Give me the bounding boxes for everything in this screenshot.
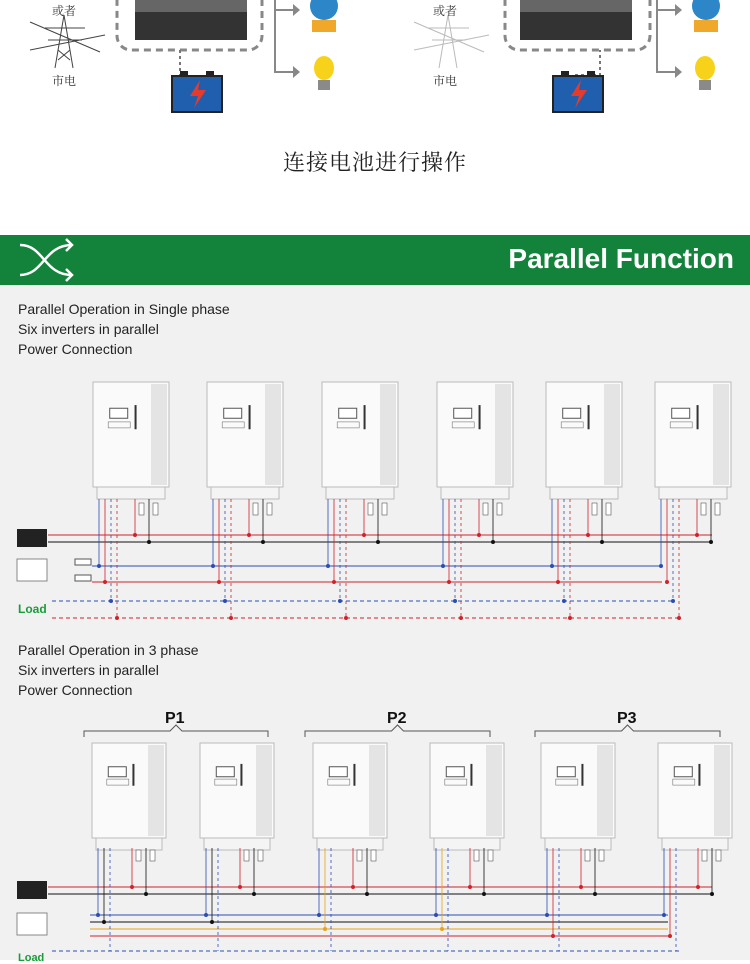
power-tower-icon [414, 15, 489, 68]
inverter-bottom-cover [550, 487, 618, 499]
junction-dot [551, 934, 555, 938]
junction-dot [351, 885, 355, 889]
dc-breaker-icon [715, 503, 720, 515]
inverter-display [110, 408, 128, 418]
inverter-body [520, 0, 632, 12]
utility-tower-icon [17, 913, 47, 935]
left-inverter-group [30, 0, 338, 112]
or-label: 或者 [433, 4, 458, 18]
crossing-arrows-icon [14, 235, 84, 285]
junction-dot [217, 580, 221, 584]
junction-dot [550, 564, 554, 568]
inverter-side-panel [604, 384, 620, 485]
battery-operation-diagram [0, 0, 750, 235]
junction-dot [109, 599, 113, 603]
or-label: 或者 [52, 4, 77, 18]
junction-dot [491, 540, 495, 544]
dc-breaker-icon [592, 503, 597, 515]
junction-dot [671, 599, 675, 603]
junction-dot [600, 540, 604, 544]
junction-dot [323, 927, 327, 931]
junction-dot [482, 892, 486, 896]
inverter-bottom-cover [204, 838, 270, 850]
phase-group-label: P1 [165, 710, 185, 727]
junction-dot [468, 885, 472, 889]
junction-dot [344, 616, 348, 620]
power-tower-icon [30, 15, 105, 68]
dc-breaker-icon [258, 850, 263, 861]
section-banner [0, 235, 750, 285]
junction-dot [211, 564, 215, 568]
inverter-bottom-cover [434, 838, 500, 850]
inverter-bottom-cover [662, 838, 728, 850]
inverter-display [216, 767, 234, 777]
inverter-side-panel [597, 745, 613, 836]
three-phase-line: Six inverters in parallel [18, 662, 159, 678]
grid-label: 市电 [52, 74, 77, 88]
junction-dot [710, 892, 714, 896]
junction-dot [579, 885, 583, 889]
junction-dot [252, 892, 256, 896]
three-phase-line: Power Connection [18, 682, 133, 698]
junction-dot [247, 533, 251, 537]
top-section [0, 0, 750, 235]
dc-breaker-icon [474, 850, 479, 861]
inverter-display [108, 767, 126, 777]
junction-dot [593, 892, 597, 896]
junction-dot [695, 533, 699, 537]
inverter-bottom-cover [97, 487, 165, 499]
junction-dot [477, 533, 481, 537]
junction-dot [102, 920, 106, 924]
inverter-display [329, 767, 347, 777]
dc-breaker-icon [244, 850, 249, 861]
junction-dot [668, 934, 672, 938]
junction-dot [376, 540, 380, 544]
phase-group-label: P2 [387, 710, 407, 727]
junction-dot [545, 913, 549, 917]
battery-box-icon [17, 529, 47, 547]
junction-dot [210, 920, 214, 924]
inverter-bottom-cover [441, 487, 509, 499]
junction-dot [332, 580, 336, 584]
inverter-bottom-cover [326, 487, 394, 499]
junction-dot [662, 913, 666, 917]
dc-breaker-icon [483, 503, 488, 515]
inverter-bottom-cover [317, 838, 383, 850]
dc-breaker-icon [488, 850, 493, 861]
dc-breaker-icon [585, 850, 590, 861]
inverter-bottom-cover [211, 487, 279, 499]
junction-dot [204, 913, 208, 917]
dc-breaker-icon [153, 503, 158, 515]
junction-dot [440, 927, 444, 931]
inverter-side-panel [151, 384, 167, 485]
phase-group-label: P3 [617, 710, 637, 727]
junction-dot [586, 533, 590, 537]
inverter-side-panel [713, 384, 729, 485]
junction-dot [659, 564, 663, 568]
dc-breaker-icon [357, 850, 362, 861]
junction-dot [365, 892, 369, 896]
junction-dot [459, 616, 463, 620]
dc-breaker-icon [267, 503, 272, 515]
inverter-display [557, 767, 575, 777]
inverter-display [674, 767, 692, 777]
junction-dot [103, 580, 107, 584]
fan-icon [692, 0, 720, 20]
dc-breaker-icon [701, 503, 706, 515]
dc-breaker-icon [139, 503, 144, 515]
single-phase-line: Power Connection [18, 341, 133, 357]
junction-dot [223, 599, 227, 603]
junction-dot [338, 599, 342, 603]
right-inverter-group [414, 0, 720, 112]
utility-tower-icon [17, 559, 47, 581]
bulb-icon [695, 56, 715, 80]
dc-breaker-icon [599, 850, 604, 861]
dc-breaker-icon [150, 850, 155, 861]
junction-dot [326, 564, 330, 568]
inverter-side-panel [495, 384, 511, 485]
junction-dot [115, 616, 119, 620]
junction-dot [696, 885, 700, 889]
junction-dot [97, 564, 101, 568]
inverter-bottom-cover [659, 487, 727, 499]
junction-dot [317, 913, 321, 917]
inverter-side-panel [256, 745, 272, 836]
inverter-bottom-cover [96, 838, 162, 850]
fan-icon [310, 0, 338, 20]
inverter-side-panel [714, 745, 730, 836]
inverter-body [135, 0, 247, 12]
dc-breaker-icon [136, 850, 141, 861]
junction-dot [562, 599, 566, 603]
banner-title: Parallel Function [508, 243, 734, 274]
junction-dot [96, 913, 100, 917]
junction-dot [556, 580, 560, 584]
junction-dot [434, 913, 438, 917]
dc-breaker-icon [497, 503, 502, 515]
load-label: Load [18, 952, 45, 964]
load-label: Load [18, 602, 47, 616]
breaker-icon [75, 559, 91, 565]
junction-dot [147, 540, 151, 544]
dc-breaker-icon [716, 850, 721, 861]
junction-dot [568, 616, 572, 620]
junction-dot [453, 599, 457, 603]
inverter-display [672, 408, 690, 418]
inverter-display [454, 408, 472, 418]
junction-dot [362, 533, 366, 537]
junction-dot [133, 533, 137, 537]
junction-dot [261, 540, 265, 544]
dc-breaker-icon [253, 503, 258, 515]
junction-dot [130, 885, 134, 889]
inverter-side-panel [265, 384, 281, 485]
inverter-display [339, 408, 357, 418]
battery-operation-caption: 连接电池进行操作 [282, 150, 467, 175]
junction-dot [238, 885, 242, 889]
battery-box-icon [17, 881, 47, 899]
bulb-icon [314, 56, 334, 80]
junction-dot [229, 616, 233, 620]
inverter-side-panel [369, 745, 385, 836]
inverter-display [563, 408, 581, 418]
junction-dot [441, 564, 445, 568]
three-phase-line: Parallel Operation in 3 phase [18, 642, 199, 658]
dc-breaker-icon [371, 850, 376, 861]
breaker-icon [75, 575, 91, 581]
inverter-bottom-cover [545, 838, 611, 850]
dc-breaker-icon [382, 503, 387, 515]
junction-dot [709, 540, 713, 544]
inverter-side-panel [486, 745, 502, 836]
junction-dot [144, 892, 148, 896]
grid-label: 市电 [433, 74, 458, 88]
inverter-side-panel [148, 745, 164, 836]
wiring-diagram [0, 285, 750, 960]
single-phase-line: Six inverters in parallel [18, 321, 159, 337]
junction-dot [447, 580, 451, 584]
inverter-display [224, 408, 242, 418]
dc-breaker-icon [606, 503, 611, 515]
dc-breaker-icon [368, 503, 373, 515]
junction-dot [677, 616, 681, 620]
inverter-display [446, 767, 464, 777]
dc-breaker-icon [702, 850, 707, 861]
junction-dot [665, 580, 669, 584]
inverter-side-panel [380, 384, 396, 485]
single-phase-line: Parallel Operation in Single phase [18, 301, 230, 317]
parallel-diagram-area [0, 285, 750, 964]
three-phase-description [18, 640, 199, 700]
